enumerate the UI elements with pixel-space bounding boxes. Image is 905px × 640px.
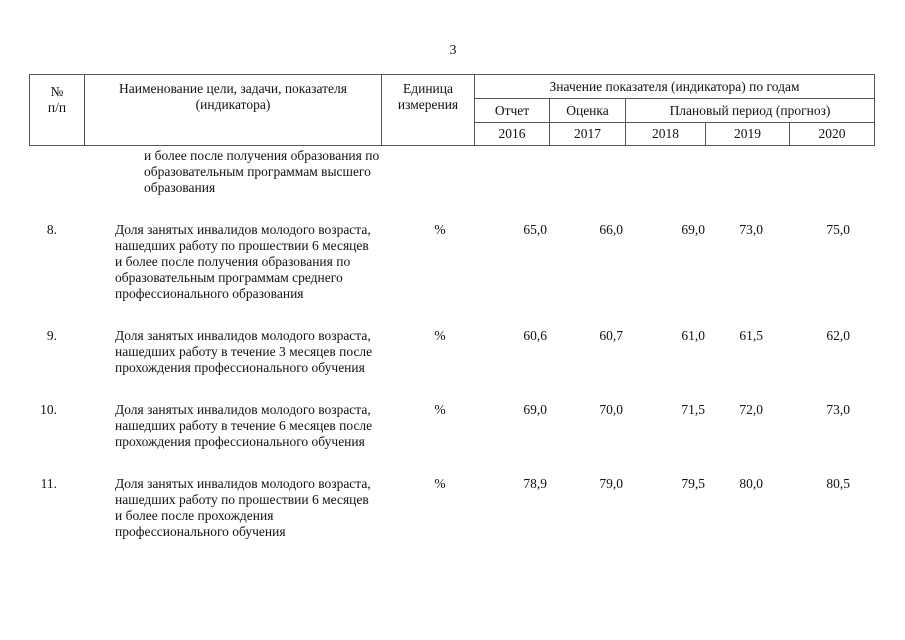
row-value-2016: 69,0 — [523, 402, 547, 417]
row-number: 8. — [46, 222, 57, 237]
row-name-line: и более после прохождения — [115, 508, 274, 523]
row-value-2018: 79,5 — [681, 476, 705, 491]
row-value-2018: 71,5 — [681, 402, 705, 417]
row-name — [84, 328, 381, 402]
row-value-2020: 75,0 — [826, 222, 850, 237]
row-value-2016: 60,6 — [523, 328, 547, 343]
page-number: 3 — [449, 43, 457, 58]
row-name-line: прохождения профессионального обучения — [115, 434, 365, 449]
indicator-table-header — [29, 74, 875, 146]
row-number: 10. — [40, 402, 57, 417]
row-value-2019: 73,0 — [739, 222, 763, 237]
row-name-line: образовательным программам среднего — [115, 270, 343, 285]
row-number: 9. — [46, 328, 57, 343]
row-name-line: Доля занятых инвалидов молодого возраста, — [115, 476, 371, 491]
row-value-2019: 72,0 — [739, 402, 763, 417]
continuation-line: образовательным программам высшего — [144, 164, 371, 179]
row-unit: % — [434, 476, 446, 491]
header-year: 2020 — [790, 123, 875, 146]
row-value-2019: 61,5 — [739, 328, 763, 343]
row-value-2020: 62,0 — [826, 328, 850, 343]
table-row — [29, 328, 874, 402]
row-value-2017: 70,0 — [599, 402, 623, 417]
row-value-2020: 73,0 — [826, 402, 850, 417]
header-number-cell — [30, 75, 85, 146]
header-report: Отчет — [475, 99, 550, 123]
row-name — [84, 402, 381, 476]
header-number-line2: п/п — [47, 100, 67, 115]
row-value-2019: 80,0 — [739, 476, 763, 491]
row-name-line: нашедших работу в течение 3 месяцев после — [115, 344, 373, 359]
row-number: 11. — [40, 476, 57, 491]
continuation-text — [84, 148, 874, 222]
row-name-line: Доля занятых инвалидов молодого возраста, — [115, 222, 371, 237]
header-year: 2018 — [626, 123, 706, 146]
row-value-2017: 60,7 — [599, 328, 623, 343]
table-row — [29, 222, 874, 328]
row-value-2020: 80,5 — [826, 476, 850, 491]
row-name-line: и более после получения образования по — [115, 254, 351, 269]
header-number-line1: № — [50, 84, 64, 99]
row-value-2017: 79,0 — [599, 476, 623, 491]
row-unit: % — [434, 328, 446, 343]
row-name-line: профессионального обучения — [115, 524, 286, 539]
header-unit-line1: Единица — [402, 81, 453, 96]
row-value-2018: 69,0 — [681, 222, 705, 237]
header-name-line2: (индикатора) — [195, 97, 271, 112]
row-unit: % — [434, 222, 446, 237]
table-row — [29, 476, 874, 540]
row-name-line: нашедших работу по прошествии 6 месяцев — [115, 238, 369, 253]
header-year: 2019 — [706, 123, 790, 146]
continuation-line: и более после получения образования по — [144, 148, 380, 163]
header-name-line1: Наименование цели, задачи, показателя — [119, 81, 347, 96]
row-value-2017: 66,0 — [599, 222, 623, 237]
header-planned-period: Плановый период (прогноз) — [626, 99, 875, 123]
row-name-line: профессионального образования — [115, 286, 304, 301]
row-name-line: Доля занятых инвалидов молодого возраста, — [115, 402, 371, 417]
header-values-title: Значение показателя (индикатора) по годам — [475, 75, 875, 99]
row-name-line: Доля занятых инвалидов молодого возраста, — [115, 328, 371, 343]
row-value-2016: 78,9 — [523, 476, 547, 491]
header-unit-line2: измерения — [397, 97, 459, 112]
header-name-cell — [85, 75, 382, 146]
row-name — [84, 476, 381, 540]
row-name-line: прохождения профессионального обучения — [115, 360, 365, 375]
row-unit: % — [434, 402, 446, 417]
continuation-line: образования — [144, 180, 216, 195]
row-value-2016: 65,0 — [523, 222, 547, 237]
row-value-2018: 61,0 — [681, 328, 705, 343]
row-name-line: нашедших работу в течение 6 месяцев после — [115, 418, 373, 433]
header-year: 2017 — [550, 123, 626, 146]
continuation-row — [29, 148, 874, 222]
row-name — [84, 222, 381, 328]
header-year: 2016 — [475, 123, 550, 146]
indicator-table-body — [29, 148, 874, 540]
table-row — [29, 402, 874, 476]
header-unit-cell — [382, 75, 475, 146]
header-estimate: Оценка — [550, 99, 626, 123]
row-name-line: нашедших работу по прошествии 6 месяцев — [115, 492, 369, 507]
